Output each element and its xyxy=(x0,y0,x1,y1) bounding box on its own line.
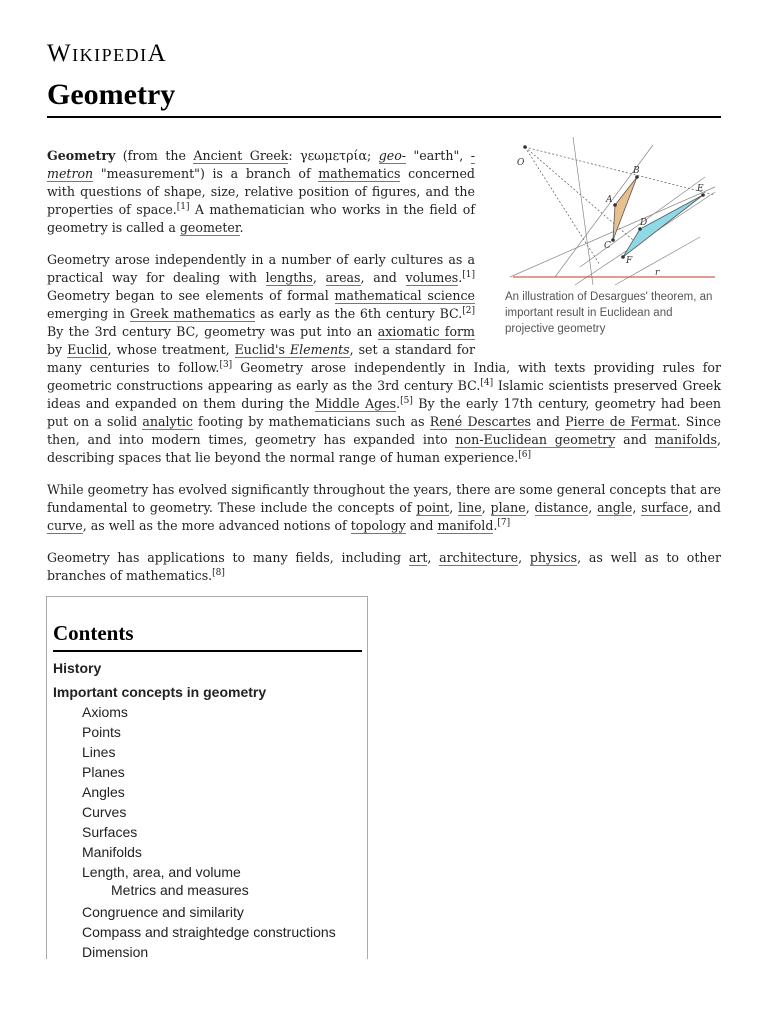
toc-title: Contents xyxy=(53,621,362,652)
toc-item[interactable]: Angles xyxy=(82,784,125,800)
link-areas[interactable]: areas xyxy=(325,270,361,285)
toc-item[interactable]: Planes xyxy=(82,764,125,780)
intro-paragraph: Geometry (from the Ancient Greek: γεωμετρία; geo- "earth", -metron "measurement") is a branch of mathematics concerned with questions of shape, size, relative position of figures, and the properties of space.[1] A mathematician who works in the field of geometry is called a geometer. xyxy=(47,148,475,235)
citation[interactable]: [2] xyxy=(462,305,476,316)
point-label: O xyxy=(517,158,525,168)
toc-item[interactable]: Lines xyxy=(82,744,116,760)
toc-item[interactable]: Surfaces xyxy=(82,824,138,840)
toc-item[interactable]: Compass and straightedge constructions xyxy=(82,924,336,940)
wikipedia-logo[interactable]: WIKIPEDIA xyxy=(47,40,168,67)
link-manifold[interactable]: manifold xyxy=(437,518,494,533)
link-line[interactable]: line xyxy=(458,500,482,515)
citation[interactable]: [6] xyxy=(518,449,531,460)
link-mathematical-science[interactable]: mathematical science xyxy=(334,288,475,303)
article-body xyxy=(47,147,721,599)
figure-caption: An illustration of Desargues' theorem, an important result in Euclidean and projective geometry xyxy=(505,291,713,335)
point-label: A xyxy=(606,195,613,205)
toc-item[interactable]: Important concepts in geometry xyxy=(53,684,267,700)
link-plane[interactable]: plane xyxy=(490,500,526,515)
applications-paragraph: Geometry has applications to many fields, including art, architecture, physics, as well as to other branches of mathematics.[8] xyxy=(47,550,721,583)
citation[interactable]: [1] xyxy=(462,269,476,280)
triangle-abc xyxy=(613,177,637,240)
point-label: D xyxy=(640,218,648,228)
toc-item[interactable]: Points xyxy=(82,724,121,740)
link-rene-descartes[interactable]: René Descartes xyxy=(429,414,532,429)
link-euclids-elements[interactable]: Euclid's Elements xyxy=(234,342,350,357)
citation[interactable]: [4] xyxy=(480,377,494,388)
link-point[interactable]: point xyxy=(416,500,450,515)
toc-item[interactable]: Metrics and measures xyxy=(111,882,249,898)
point-label: C xyxy=(604,241,611,251)
citation[interactable]: [3] xyxy=(219,359,233,370)
link-middle-ages[interactable]: Middle Ages xyxy=(315,396,397,411)
link-geometer[interactable]: geometer xyxy=(179,220,240,235)
toc-item[interactable]: Curves xyxy=(82,804,127,820)
link-mathematics[interactable]: mathematics xyxy=(318,166,401,181)
link-art[interactable]: art xyxy=(408,550,428,565)
point-label: E xyxy=(697,184,704,194)
link-volumes[interactable]: volumes xyxy=(405,270,459,285)
link-manifolds[interactable]: manifolds xyxy=(654,432,717,447)
point-label: F xyxy=(626,256,633,266)
toc-item[interactable]: History xyxy=(53,660,102,676)
citation[interactable]: [5] xyxy=(400,395,413,406)
triangle-def xyxy=(623,195,703,257)
link-architecture[interactable]: architecture xyxy=(439,550,519,565)
desargues-diagram xyxy=(505,137,721,287)
point-label: r xyxy=(655,268,660,278)
link-greek-mathematics[interactable]: Greek mathematics xyxy=(129,306,256,321)
point-label: B xyxy=(633,166,640,176)
table-of-contents xyxy=(46,596,368,959)
link-ancient-greek[interactable]: Ancient Greek xyxy=(193,148,289,163)
link-distance[interactable]: distance xyxy=(534,500,589,515)
citation[interactable]: [7] xyxy=(497,517,511,528)
toc-item[interactable]: Axioms xyxy=(82,704,128,720)
concepts-paragraph: While geometry has evolved significantly throughout the years, there are some general concepts that are fundamental to geometry. These include the concepts of point, line, plane, distance, angle, surface, and curve, as well as the more advanced notions of topology and manifold.[7] xyxy=(47,482,721,533)
toc-item[interactable]: Manifolds xyxy=(82,844,142,860)
toc-item[interactable]: Congruence and similarity xyxy=(82,904,244,920)
link-angle[interactable]: angle xyxy=(597,500,633,515)
link-physics[interactable]: physics xyxy=(529,550,578,565)
page-title: Geometry xyxy=(47,78,721,118)
link-geo[interactable]: geo- xyxy=(378,148,407,163)
link-euclid[interactable]: Euclid xyxy=(67,342,108,357)
link-metron[interactable]: -metron xyxy=(47,148,475,181)
link-surface[interactable]: surface xyxy=(641,500,689,515)
citation[interactable]: [1] xyxy=(176,201,190,212)
toc-item[interactable]: Length, area, and volume xyxy=(82,864,241,880)
link-pierre-de-fermat[interactable]: Pierre de Fermat xyxy=(565,414,677,429)
toc-list xyxy=(47,658,367,959)
history-paragraph: Geometry arose independently in a number of early cultures as a practical way for dealing with lengths, areas, and volumes.[1] Geometry began to see elements of formal mathematical science emerging in Greek mathematics as early as the 6th century BC.[2] By the 3rd century BC, geometry was put into an axiomatic form by Euclid, whose treatment, Euclid's Elements, set a standard for many centuries to follow.[3] Geometry arose independently in India, with texts providing rules for geometric constructions appearing as early as the 3rd century BC.[4] Islamic scientists preserved Greek ideas and expanded on them during the Middle Ages.[5] By the early 17th century, geometry had been put on a solid analytic footing by mathematicians such as René Descartes and Pierre de Fermat. Since then, and into modern times, geometry has expanded into non-Euclidean geometry and manifolds, describing spaces that lie beyond the normal range of human experience.[6] xyxy=(47,252,722,465)
link-axiomatic-form[interactable]: axiomatic form xyxy=(377,324,475,339)
desargues-figure xyxy=(505,137,721,353)
link-curve[interactable]: curve xyxy=(47,518,83,533)
link-non-euclidean-geometry[interactable]: non-Euclidean geometry xyxy=(455,432,616,447)
link-topology[interactable]: topology xyxy=(350,518,406,533)
link-analytic[interactable]: analytic xyxy=(142,414,193,429)
link-lengths[interactable]: lengths xyxy=(265,270,313,285)
citation[interactable]: [8] xyxy=(212,567,225,578)
toc-item[interactable]: Dimension xyxy=(82,944,149,959)
